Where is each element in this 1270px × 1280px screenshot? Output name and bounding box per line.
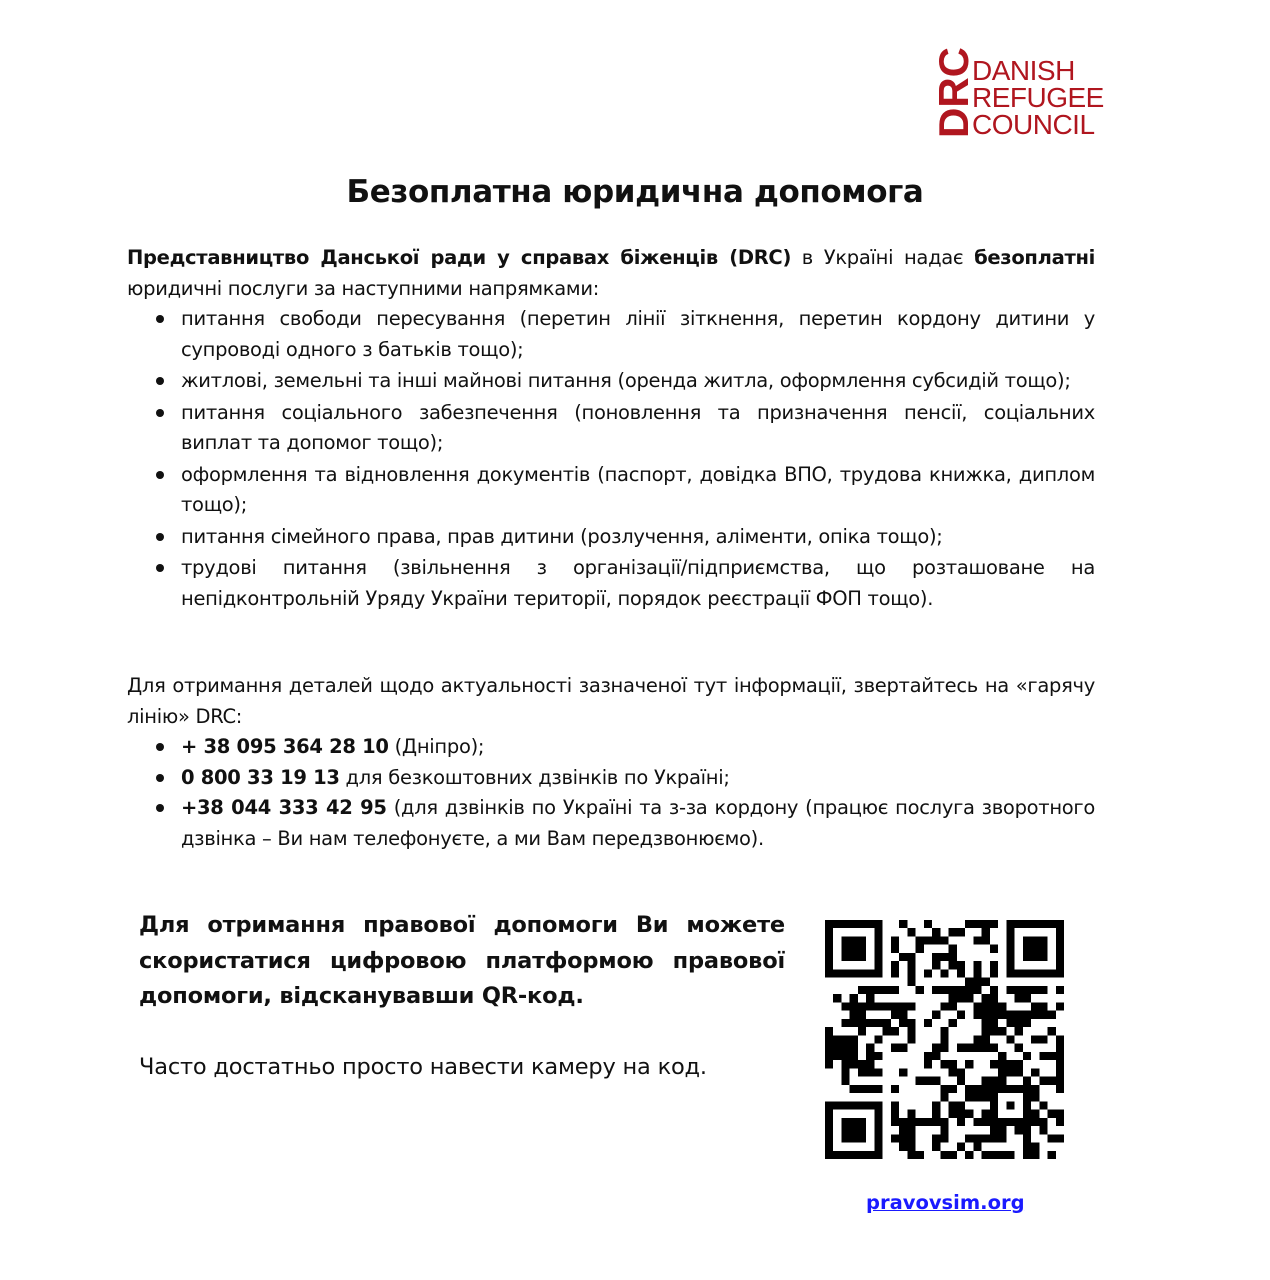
hotline-paragraph: Для отримання деталей щодо актуальності зазначеної тут інформації, звертайтесь на «гарячу лінію» DRC: bbox=[127, 674, 1095, 728]
drc-logo bbox=[930, 47, 1104, 140]
phone-item bbox=[127, 732, 1095, 763]
bullet-icon bbox=[156, 315, 164, 323]
bullet-icon bbox=[156, 564, 164, 572]
list-item: оформлення та відновлення документів (паспорт, довідка ВПО, трудова книжка, диплом тощо); bbox=[127, 460, 1095, 521]
phone-number[interactable]: + 38 095 364 28 10 bbox=[181, 735, 389, 758]
qr-hint: Часто достатньо просто навести камеру на код. bbox=[139, 1054, 707, 1080]
services-list bbox=[127, 304, 1095, 614]
drc-logo-mark bbox=[930, 47, 977, 138]
list-item: питання свободи пересування (перетин лінії зіткнення, перетин кордону дитини у супроводі одного з батьків тощо); bbox=[127, 304, 1095, 365]
phone-number[interactable]: 0 800 33 19 13 bbox=[181, 765, 340, 789]
phone-item bbox=[127, 763, 1095, 794]
logo-line-danish: DANISH bbox=[972, 54, 1075, 86]
phone-note: (Дніпро); bbox=[388, 735, 485, 758]
intro-org-name: Представництво Данської ради у справах біженців (DRC) bbox=[127, 246, 792, 269]
qr-call-to-action: Для отримання правової допомоги Ви можете скористатися цифровою платформою правової допомоги, відсканувавши QR-код. bbox=[139, 912, 785, 1009]
bullet-icon bbox=[156, 804, 164, 812]
phone-number[interactable]: +38 044 333 42 95 bbox=[181, 796, 387, 819]
intro-free-word: безоплатні bbox=[974, 246, 1096, 269]
phone-item bbox=[127, 793, 1095, 854]
site-link[interactable]: pravovsim.org bbox=[866, 1191, 1025, 1214]
bullet-icon bbox=[156, 409, 164, 417]
intro-text-2: юридичні послуги за наступними напрямками: bbox=[127, 276, 599, 300]
page-title: Безоплатна юридична допомога bbox=[346, 174, 924, 210]
phone-note: для безкоштовних дзвінків по Україні; bbox=[339, 765, 730, 789]
logo-line-refugee: REFUGEE bbox=[972, 81, 1104, 113]
phones-list bbox=[127, 732, 1095, 854]
list-item: житлові, земельні та інші майнові питання (оренда житла, оформлення субсидій тощо); bbox=[127, 366, 1095, 397]
bullet-icon bbox=[156, 533, 164, 541]
intro-text-1: в Україні надає bbox=[791, 246, 975, 269]
list-item: питання сімейного права, прав дитини (розлучення, аліменти, опіка тощо); bbox=[127, 522, 1095, 553]
qr-code[interactable] bbox=[825, 920, 1064, 1159]
list-item: питання соціального забезпечення (поновлення та призначення пенсії, соціальних виплат та допомог тощо); bbox=[127, 398, 1095, 459]
list-item: трудові питання (звільнення з організації/підприємства, що розташоване на непідконтрольній Уряду України території, порядок реєстрації ФОП тощо). bbox=[127, 553, 1095, 614]
logo-line-council: COUNCIL bbox=[972, 108, 1095, 140]
bullet-icon bbox=[156, 774, 164, 782]
phones-list-container bbox=[127, 732, 1095, 854]
svg-text:DRC: DRC bbox=[930, 47, 977, 138]
bullet-icon bbox=[156, 377, 164, 385]
bullet-icon bbox=[156, 471, 164, 479]
qr-code-icon bbox=[825, 920, 1064, 1159]
intro-paragraph bbox=[127, 243, 1095, 304]
bullet-icon bbox=[156, 743, 164, 751]
phone-note: (для дзвінків по Україні та з-за кордону (працює послуга зворотного дзвінка – Ви нам телефонуєте, а ми Вам передзвонюємо). bbox=[181, 796, 1095, 850]
drc-logo-text bbox=[972, 54, 1104, 140]
services-list-container bbox=[127, 304, 1095, 615]
